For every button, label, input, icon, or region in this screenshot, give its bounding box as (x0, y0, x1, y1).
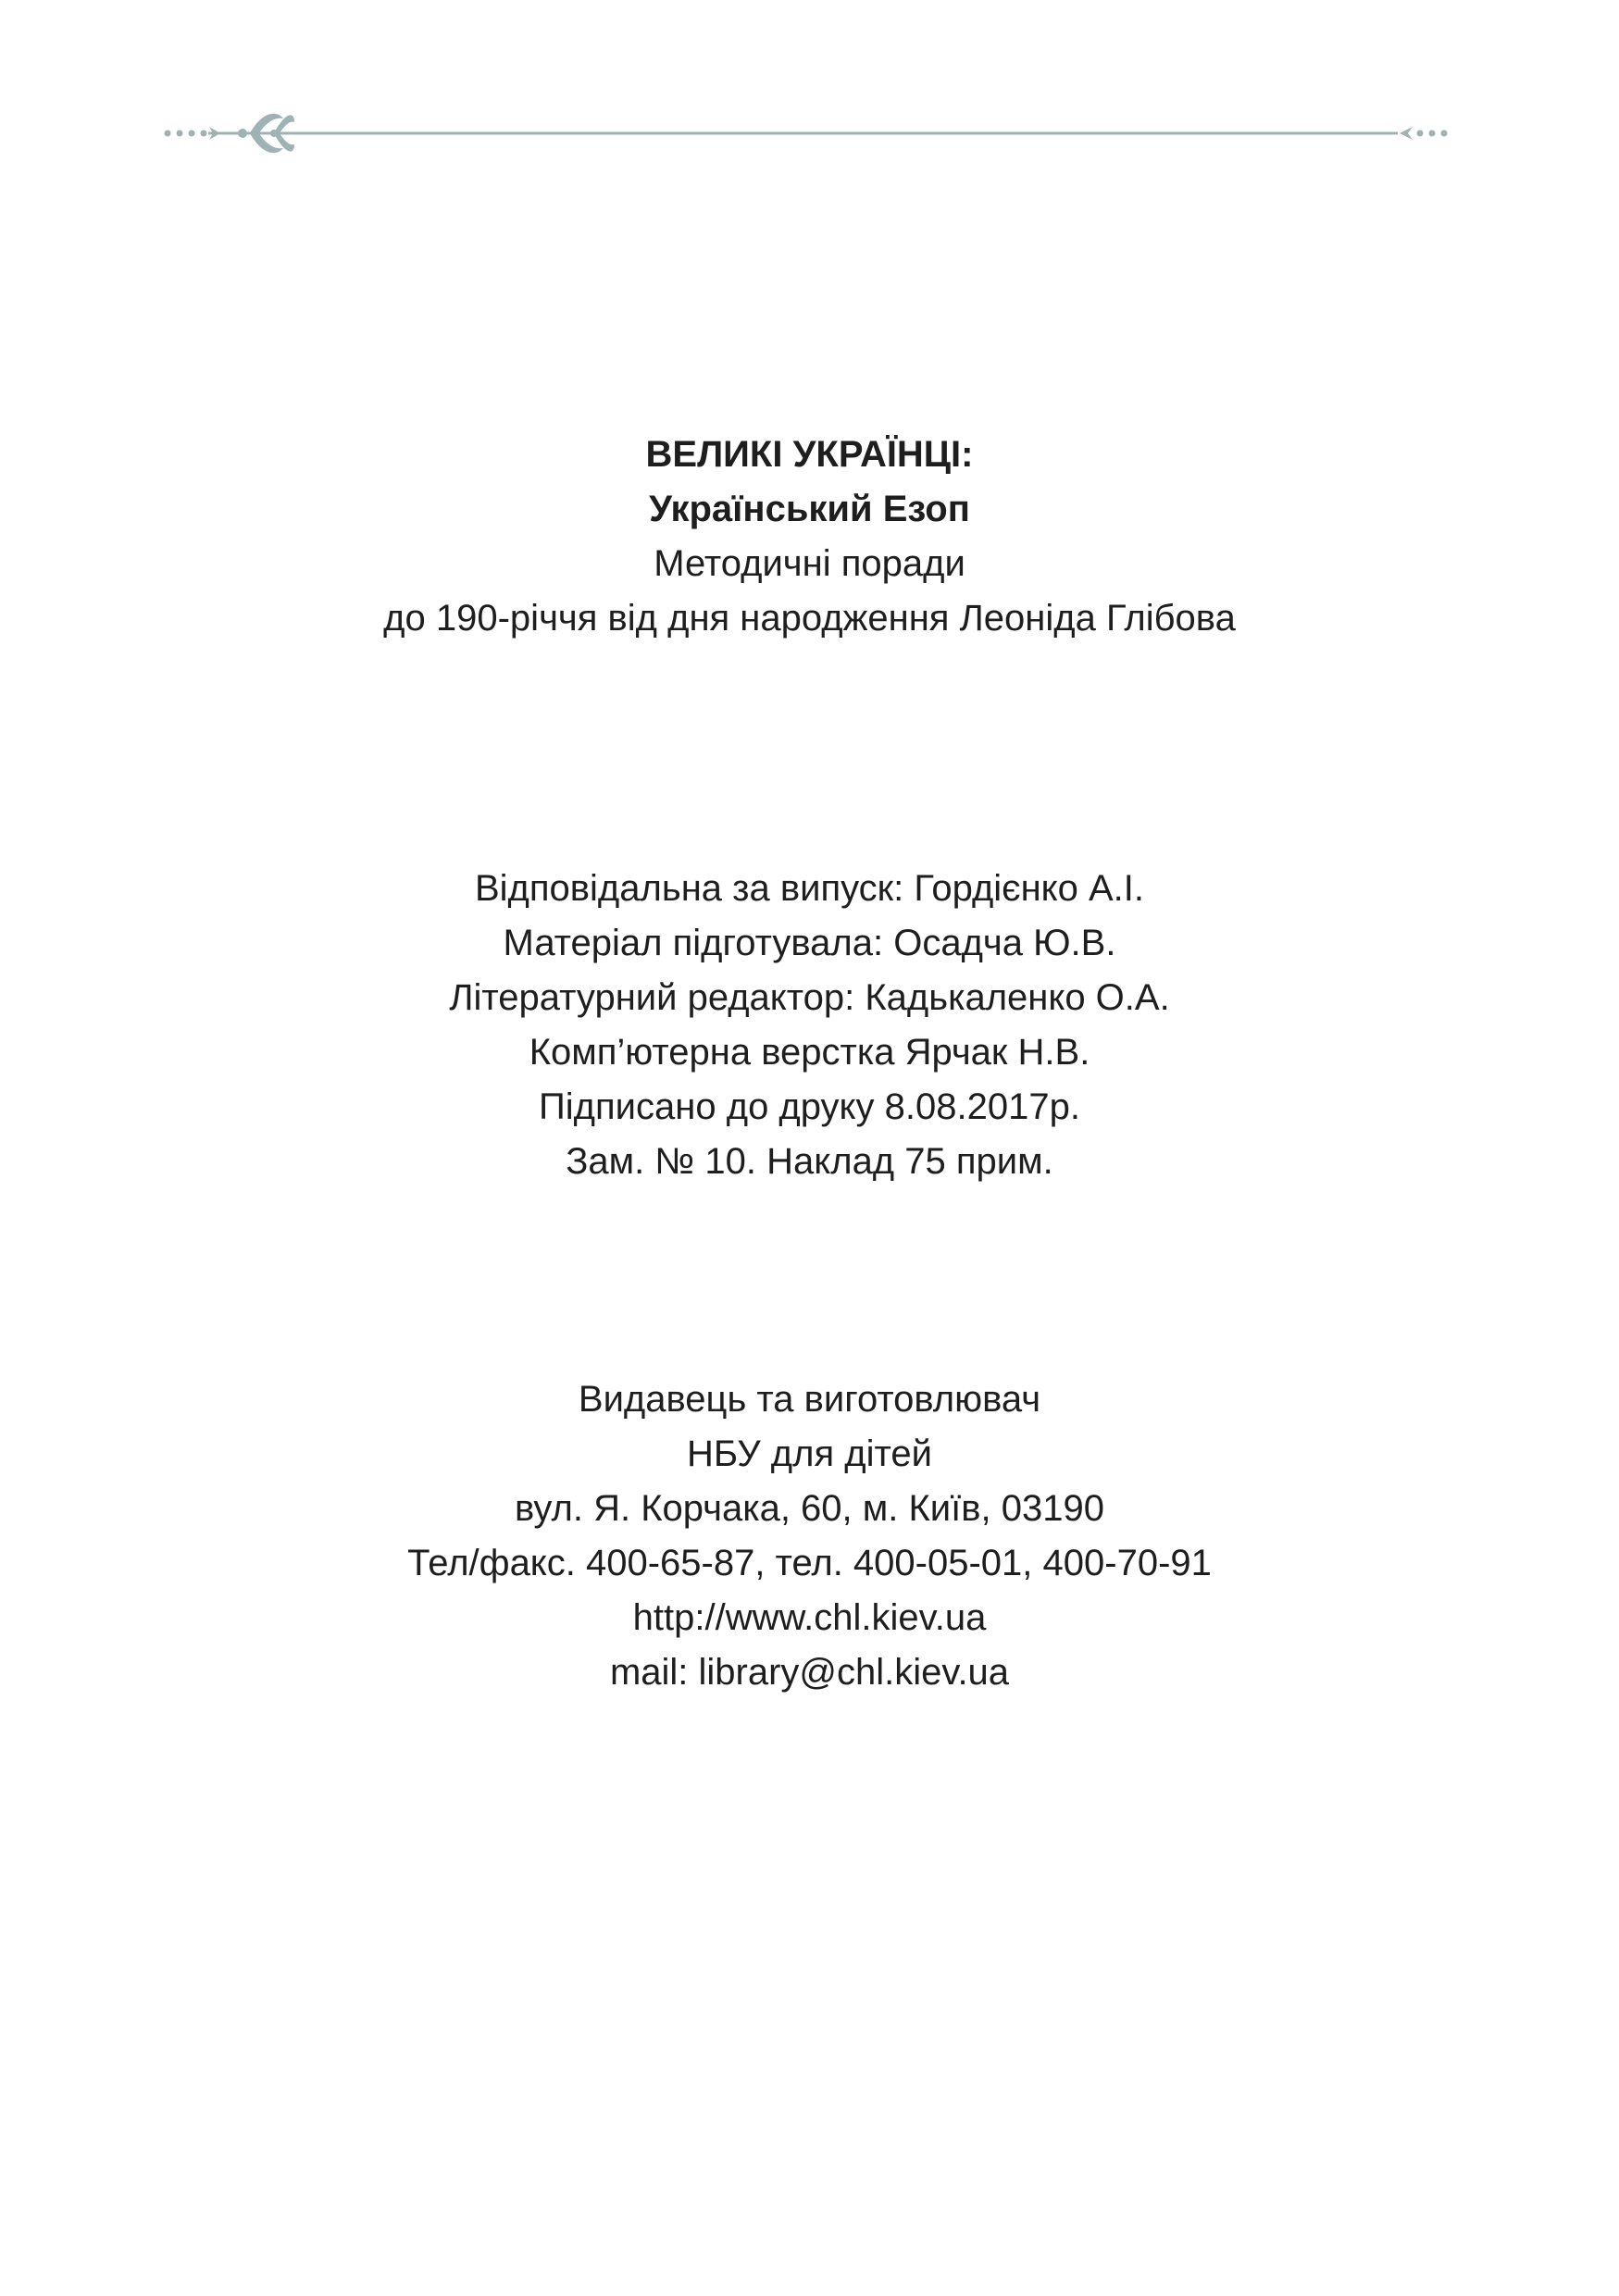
credits-block (0, 862, 1619, 1189)
publisher-name: НБУ для дітей (687, 1433, 932, 1474)
header-ornament (0, 0, 1619, 278)
publisher-block (0, 1372, 1619, 1700)
book-title: Український Езоп (649, 489, 970, 529)
series-title: ВЕЛИКІ УКРАЇНЦІ: (645, 434, 974, 475)
credit-signed: Підписано до друку 8.08.2017р. (539, 1086, 1080, 1127)
subtitle: Методичні поради (654, 543, 965, 584)
credit-prepared-by: Матеріал підготувала: Осадча Ю.В. (503, 923, 1116, 963)
publisher-email: mail: library@chl.kiev.ua (609, 1652, 1010, 1693)
publisher-website: http://www.chl.kiev.ua (632, 1597, 987, 1638)
credit-order: Зам. № 10. Наклад 75 прим. (566, 1141, 1053, 1182)
publisher-address: вул. Я. Корчака, 60, м. Київ, 03190 (515, 1488, 1104, 1529)
publisher-role: Видавець та виготовлювач (578, 1379, 1041, 1420)
credit-responsible: Відповідальна за випуск: Гордієнко А.І. (474, 868, 1144, 909)
credit-editor: Літературний редактор: Кадькаленко О.А. (449, 977, 1170, 1018)
publisher-phones: Тел/факс. 400-65-87, тел. 400-05-01, 400-70-91 (407, 1543, 1212, 1583)
credit-layout: Комп’ютерна верстка Ярчак Н.В. (529, 1032, 1090, 1073)
dedication: до 190-річчя від дня народження Леоніда Глібова (383, 598, 1236, 639)
title-block (0, 428, 1619, 646)
